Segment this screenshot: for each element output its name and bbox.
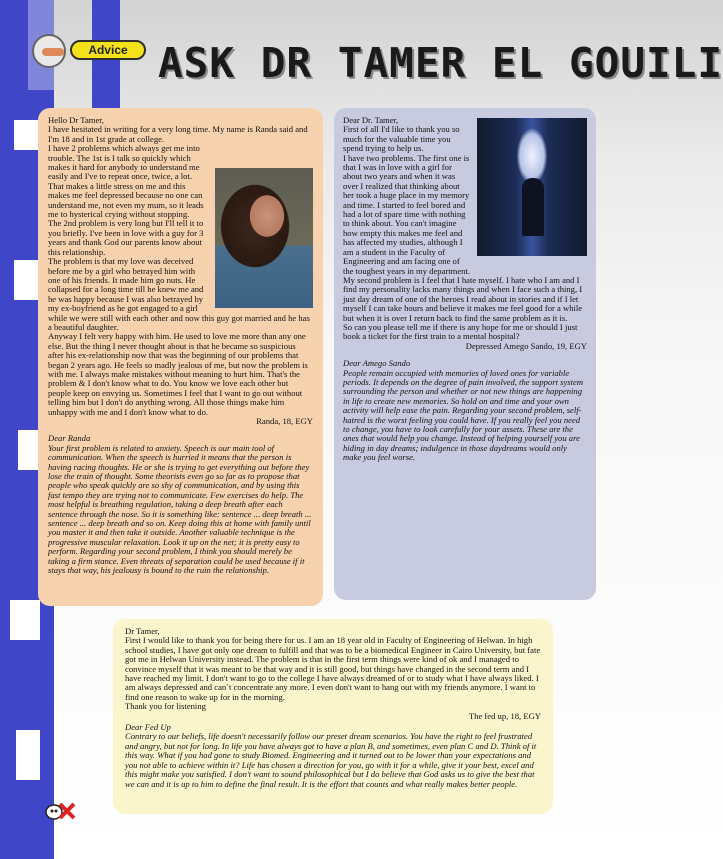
reply-text: Contrary to our beliefs, life doesn't necessarily follow our preset dream scenarios. You have the right to feel frustrated and angry, but not for long. In life you have always got to have a plan B, and sometimes, even plan C and D. Think of it this way. What if you had gone to study Biomed. Engineering and it turned out to be lower than your expectations and you not able to achieve within it? Life has chosen a direction for you, go with it for a while, give it your best, excel and this might make you satisfied. I don't want to sound philosophical but I do believe that God asks us to give the best that we can and it is up to him to define the final result. It is the effort that counts and what really makes better people. (125, 731, 537, 789)
advice-badge: Advice (70, 40, 146, 60)
letter-greeting: Dear Dr. Tamer, (343, 115, 399, 125)
man-silhouette-photo (477, 118, 587, 256)
reply-salutation: Dear Fed Up (125, 722, 171, 733)
letter-signature: Depressed Amego Sando, 19, EGY (465, 340, 587, 351)
letter-signature: Randa, 18, EGY (256, 416, 313, 426)
letter-panel-randa (38, 108, 323, 606)
letter-signature: The fed up, 18, EGY (468, 710, 541, 721)
reply-salutation: Dear Amego Sando (343, 358, 411, 369)
letter-paragraph: I have 2 problems which always get me into trouble. The 1st is I talk so quickly which makes it hard for anybody to understand me easily and I've to repeat once, twice, a lot. That makes a little stress on me and this makes me feel depressed because no one can understand me, not even my mum, so it leads me to hysterical crying without stopping. (48, 143, 204, 220)
letter-panel-fed-up (113, 619, 553, 814)
letter-paragraph: I have hesitated in writing for a very long time. My name is Randa said and I'm 18 and in 1st grade at college. (48, 124, 308, 144)
letter-paragraph: Thank you for listening (125, 701, 206, 712)
letter-paragraph: First of all I'd like to thank you so much for the valuable time you spend trying to help us. (343, 124, 460, 154)
section-header (32, 34, 152, 64)
letter-greeting: Hello Dr Tamer, (48, 115, 104, 125)
reply-salutation: Dear Randa (48, 433, 91, 444)
pointing-hand-icon (32, 34, 66, 68)
letter-greeting: Dr Tamer, (125, 626, 160, 636)
letter-paragraph: My second problem is I feel that I hate myself. I hate who I am and I find my personality lacks many things and when I face such a thing, I just day dream of one of the heroes I read about in stories and if I let myself I can take hours and believe it makes me feel good for a while but when it is over I return back to find the same problem as it is. (343, 274, 583, 323)
letter-paragraph: The problem is that my love was deceived before me by a girl who betrayed him with one of his friends. It made him go nuts. He collapsed for a long time till he knew me and he was happy because I was also betrayed by my ex-boyfriend as he got engaged to a girl while we were still with each other and now this guy got married and he has a beautiful daughter. (48, 256, 310, 332)
letter-paragraph: So can you please tell me if there is any hope for me or should I just book a ticket for the first train to a mental hospital? (343, 321, 578, 342)
letter-paragraph: The 2nd problem is very long but I'll tell it to you briefly. I've been in love with a guy for 3 years and thank God our parents know about this relationship. (48, 218, 204, 257)
letter-paragraph: First I would like to thank you for being there for us. I am an 18 year old in Faculty of Engineering of Helwan. In high school studies, I have got only one dream to fulfill and that was to be a biomedical Engineer in Cairo University, but fate got me in Helwan University instead. The problem is that in the first term things were kind of ok and I managed to convince myself that it was meant to be that way and it is still good, but things have changed in the second term and I have reached my limit. I don't want to go to the college I have always dreamed of or to study what I have always liked. I am always depressed and can`t concentrate any more. I even don't want to hang out with my friends anymore. I want to find one reason to wake up for in the morning. (125, 635, 541, 702)
magazine-mascot-icon (44, 798, 78, 822)
reply-text: Your first problem is related to anxiety. Speech is our main tool of communication. When the speech is hurried it means that the person is having racing thoughts. He or she is trying to get everything out before they lose the train of thought. Some theorists even go so far as to propose that people who speak quickly are so shy of communication, and by using this fast tempo they are trying not to communicate. Few exercises do help. The most helpful is breathing regulation, taking a deep breath after each sentence through the nose. So it is something like: sentence ... deep breath ... sentence ... deep breath and so on. Keep doing this at home with family until you master it and then take it outside. Another valuable technique is the progressive muscular relaxation. Look it up on the net; it is pretty easy to perform. Regarding your second problem, I think you should merely be taking a firm stance. Even threats of separation could be used because if it stays that way, his jealousy is bound to the ruin the relationship. (48, 442, 312, 576)
letter-panel-amego (334, 108, 596, 600)
letter-paragraph: Anyway I felt very happy with him. He used to love me more than any one else. But the thing I never thought about is that he became so suspicious after his ex-relationship now that was the beginning of our problems that began 2 years ago. He feels so madly jealous of me, but now the problem is with me. I always make mistakes without meaning to hurt him. That's the problem & I don't know what to do. You know we love each other but people keep on envying us. Sometimes I feel that I want to go out without telling him but I don't do anything wrong. All those things make him unhappy with me and I don't know what to do. (48, 331, 308, 417)
distressed-girl-photo (215, 168, 313, 308)
page-title: ASK DR TAMER EL GOUILI (158, 39, 723, 87)
reply-text: People remain occupied with memories of loved ones for variable periods. It depends on the degree of pain involved, the support system surrounding the person and whether or not new things are happening in life to create new memories. So hold on and time and your own activity will help ease the pain. Regarding your second problem, self-hatred is the worst feeling you could have. If you really feel you need to change, you have to look carefully for your assets. These are the ones that would help you change. Instead of helping yourself you are hiding in day dreams; indulgence in those daydreams would only make you feel worse. (343, 367, 584, 463)
letter-paragraph: I have two problems. The first one is that I was in love with a girl for about two years and when it was over I realized that thinking about her took a huge place in my memory and time. I started to feel bored and had a lot of spare time with nothing to think about. You can't imagine how empty this makes me feel and has affected my studies, although I am a student in the Faculty of Engineering and am facing one of the toughest years in my department. (343, 152, 470, 276)
